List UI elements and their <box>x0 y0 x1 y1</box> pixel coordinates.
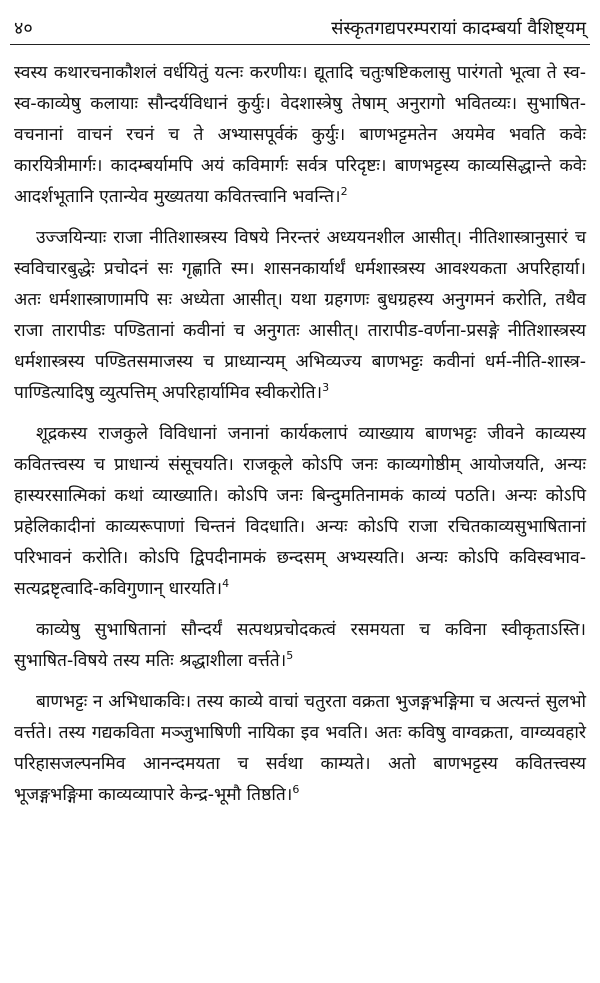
footnote-marker: 2 <box>340 185 348 199</box>
footnote-marker: 4 <box>222 577 230 591</box>
paragraph-text: बाणभट्टः न अभिधाकविः। तस्य काव्ये वाचां चतुरता वक्रता भुजङ्गभङ्गिमा च अत्यन्तं सुलभो वर्त्तते। तस्य गद्यकविता मञ्जुभाषिणी नायिका इव भवति। अतः कविषु वाग्वक्रता, वाग्व्यवहारे परिहासजल्पनमिव आनन्दमयता च सर्वथा काम्यते। अतो बाणभट्टस्य कवितत्त्वस्य भूजङ्गभङ्गिमा काव्यव्यापारे केन्द्र-भूमौ तिष्ठति। <box>14 692 586 805</box>
footnote-marker: 5 <box>286 649 294 663</box>
paragraph <box>14 615 586 677</box>
footnote-marker: 6 <box>292 783 300 797</box>
paragraph-text: शूद्रकस्य राजकुले विविधानां जनानां कार्यकलापं व्याख्याय बाणभट्टः जीवने काव्यस्य कवितत्त्वस्य च प्राधान्यं संसूचयति। राजकूले कोऽपि जनः काव्यगोष्ठीम् आयोजयति, अन्यः हास्यरसात्मिकां कथां व्याख्याति। कोऽपि जनः बिन्दुमतिनामकं काव्यं पठति। अन्यः कोऽपि प्रहेलिकादीनां काव्यरूपाणां चिन्तनं विदधाति। अन्यः कोऽपि राजा रचितकाव्यसुभाषितानां परिभावनं करोति। कोऽपि द्विपदीनामकं छन्दसम् अभ्यस्यति। अन्यः कोऽपि कविस्वभाव-सत्यद्रष्टृत्वादि-कविगुणान् धारयति। <box>14 424 586 599</box>
header-rule <box>10 44 590 45</box>
paragraph <box>14 223 586 409</box>
paragraph-text: स्वस्य कथारचनाकौशलं वर्धयितुं यत्नः करणीयः। द्यूतादि चतुःषष्टिकलासु पारंगतो भूत्वा ते स्व-स्व-काव्येषु कलायाः सौन्दर्यविधानं कुर्युः। वेदशास्त्रेषु तेषाम् अनुरागो भवितव्यः। सुभाषित- वचनानां वाचनं रचनं च ते अभ्यासपूर्वकं कुर्युः। बाणभट्टमतेन अयमेव भवति कवेः कारयित्रीमार्गः। कादम्बर्यामपि अयं कविमार्गः सर्वत्र परिदृष्टः। बाणभट्टस्य काव्यसिद्धान्ते कवेः आदर्शभूतानि एतान्येव मुख्यतया कवितत्त्वानि भवन्ति। <box>14 63 586 207</box>
page-body <box>14 58 586 821</box>
running-header <box>14 4 586 40</box>
running-title: संस्कृतगद्यपरम्परायां कादम्बर्या वैशिष्ट्यम् <box>331 18 586 39</box>
paragraph-text: उज्जयिन्याः राजा नीतिशास्त्रस्य विषये निरन्तरं अध्ययनशील आसीत्। नीतिशास्त्रानुसारं च स्वविचारबुद्धेः प्रचोदनं सः गृह्णाति स्म। शासनकार्यार्थं धर्मशास्त्रस्य आवश्यकता अपरिहार्या। अतः धर्मशास्त्राणामपि सः अध्येता आसीत्। यथा ग्रहगणः बुधग्रहस्य अनुगमनं करोति, तथैव राजा तारापीडः पण्डितानां कवीनां च अनुगतः आसीत्। तारापीड-वर्णना-प्रसङ्गे नीतिशास्त्रस्य धर्मशास्त्रस्य पण्डितसमाजस्य च प्राध्यान्यम् अभिव्यज्य बाणभट्टः कवीनां धर्म-नीति-शास्त्र-पाण्डित्यादिषु व्युत्पत्तिम् अपरिहार्यामिव स्वीकरोति। <box>14 228 586 403</box>
page-number: ४० <box>14 18 33 39</box>
footnote-marker: 3 <box>322 381 330 395</box>
paragraph <box>14 419 586 605</box>
paragraph <box>14 58 586 213</box>
paragraph-text: काव्येषु सुभाषितानां सौन्दर्यं सत्पथप्रचोदकत्वं रसमयता च कविना स्वीकृताऽस्ति। सुभाषित-विषये तस्य मतिः श्रद्धाशीला वर्त्तते। <box>14 620 586 671</box>
paragraph <box>14 687 586 811</box>
